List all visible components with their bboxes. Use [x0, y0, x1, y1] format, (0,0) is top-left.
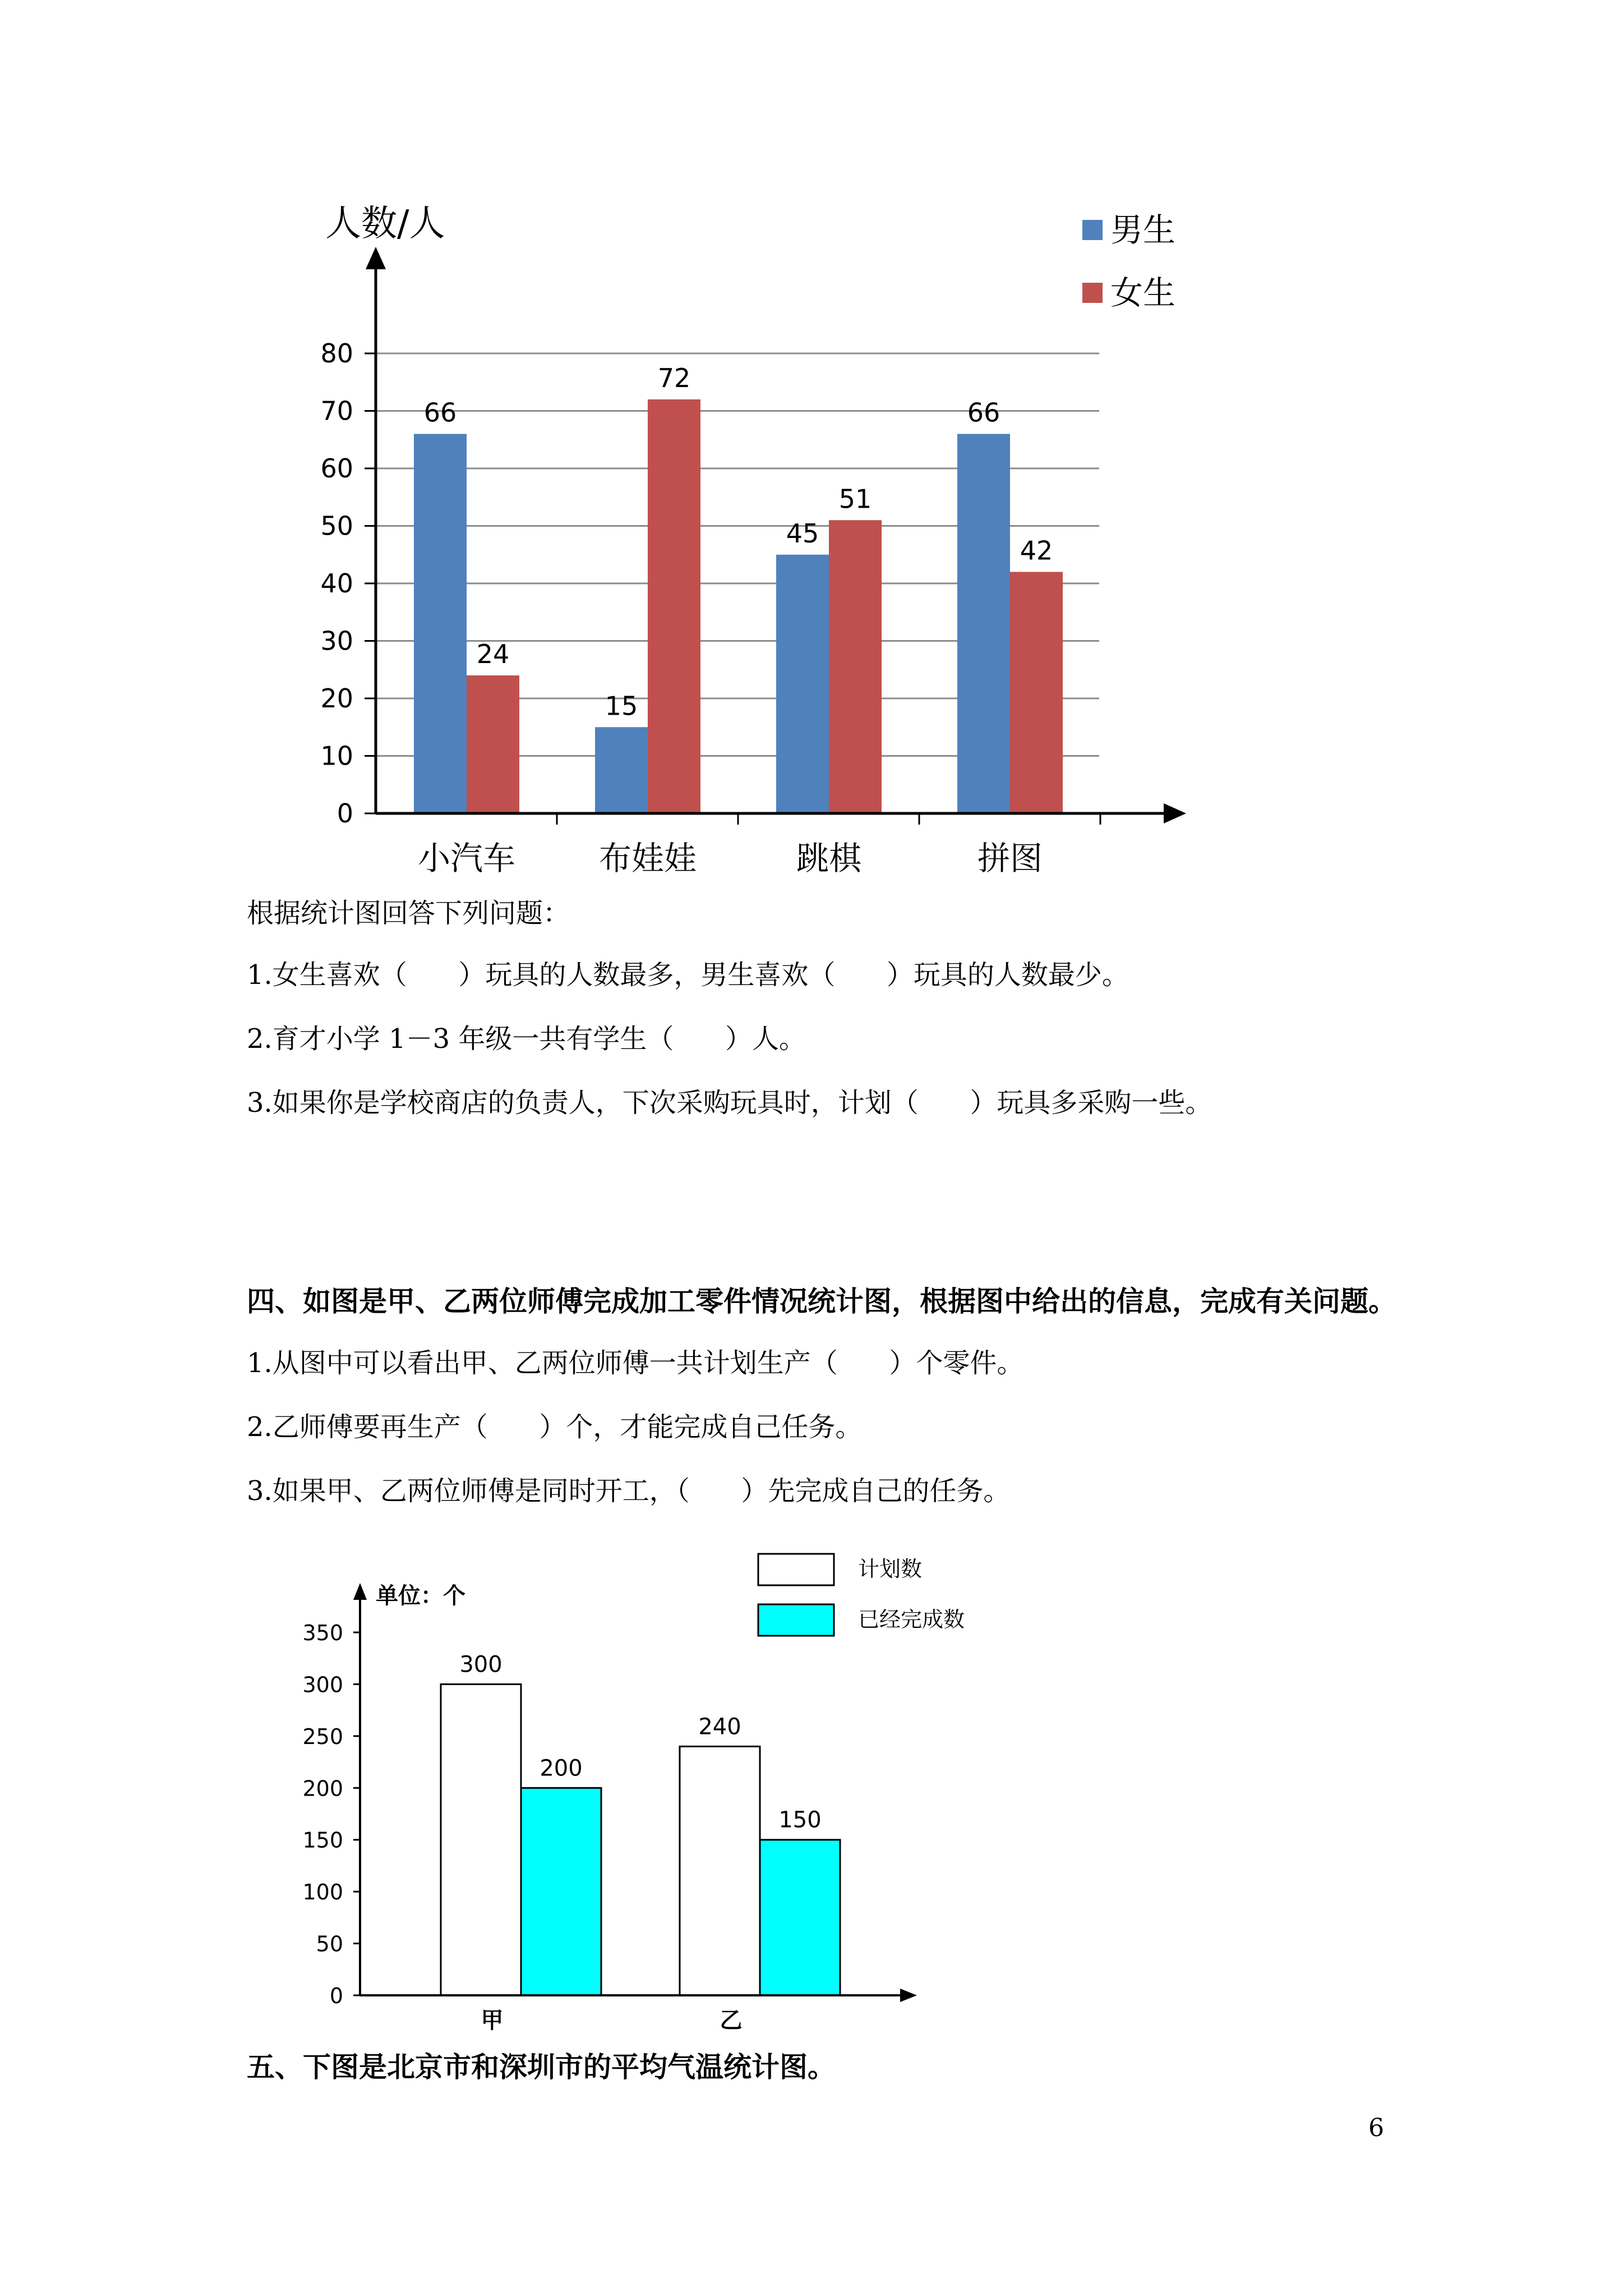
data-label: 45	[786, 518, 819, 549]
toy-preference-chart	[269, 191, 1245, 892]
data-label: 24	[476, 639, 510, 669]
data-label: 66	[967, 397, 1000, 428]
data-label: 66	[423, 397, 457, 428]
y-tick-label: 100	[302, 1880, 343, 1905]
y-tick-label: 40	[320, 568, 353, 599]
y-axis-arrow	[353, 1583, 367, 1600]
bar-planned	[441, 1684, 521, 1995]
y-tick-label: 350	[302, 1621, 343, 1645]
y-tick-label: 70	[320, 395, 353, 426]
data-label: 72	[657, 363, 691, 393]
y-tick-label: 150	[302, 1828, 343, 1853]
bar-girls	[1010, 572, 1063, 814]
y-tick-label: 250	[302, 1724, 343, 1749]
y-axis-arrow	[366, 247, 386, 269]
y-tick-label: 0	[336, 798, 353, 829]
bar-girls	[648, 399, 700, 813]
x-axis-arrow	[1164, 803, 1186, 823]
y-tick-label: 0	[329, 1984, 343, 2008]
y-tick-label: 200	[302, 1776, 343, 1801]
section-5-heading: 五、下图是北京市和深圳市的平均气温统计图。	[247, 2051, 836, 2083]
y-tick-label: 80	[320, 338, 353, 369]
category-label: 小汽车	[417, 839, 516, 877]
category-label: 甲	[481, 2008, 504, 2033]
category-label: 跳棋	[796, 839, 862, 877]
parts-production-chart	[280, 1537, 1009, 2042]
x-axis-arrow	[900, 1989, 917, 2002]
bar-boys	[957, 434, 1010, 814]
bar-boys	[776, 555, 829, 813]
y-tick-label: 60	[320, 453, 353, 484]
legend-label: 已经完成数	[858, 1607, 965, 1632]
category-label: 拼图	[977, 839, 1043, 877]
question-2: 2.育才小学 1－3 年级一共有学生（ ）人。	[247, 1023, 806, 1055]
question-3: 3.如果你是学校商店的负责人，下次采购玩具时，计划（ ）玩具多采购一些。	[247, 1087, 1212, 1119]
data-label: 51	[838, 484, 872, 514]
section-4-question-3: 3.如果甲、乙两位师傅是同时开工，（ ）先完成自己的任务。	[247, 1475, 1011, 1507]
data-label: 240	[698, 1714, 741, 1740]
section-4-question-1: 1.从图中可以看出甲、乙两位师傅一共计划生产（ ）个零件。	[247, 1347, 1024, 1379]
y-tick-label: 50	[316, 1931, 343, 1957]
legend-swatch	[758, 1604, 834, 1636]
legend-label: 男生	[1110, 211, 1176, 249]
data-label: 42	[1020, 535, 1053, 566]
legend-label: 女生	[1110, 274, 1176, 312]
bar-girls	[829, 520, 882, 813]
section-4-heading: 四、如图是甲、乙两位师傅完成加工零件情况统计图，根据图中给出的信息，完成有关问题。	[247, 1285, 1396, 1318]
y-axis-label: 人数/人	[325, 203, 445, 245]
data-label: 200	[540, 1755, 583, 1782]
category-label: 乙	[720, 2008, 743, 2033]
legend-swatch	[1082, 283, 1103, 303]
question-1: 1.女生喜欢（ ）玩具的人数最多，男生喜欢（ ）玩具的人数最少。	[247, 959, 1129, 991]
data-label: 150	[778, 1807, 822, 1833]
y-tick-label: 300	[302, 1672, 343, 1697]
y-tick-label: 30	[320, 625, 353, 656]
y-tick-label: 20	[320, 683, 353, 714]
category-label: 布娃娃	[598, 839, 697, 877]
y-tick-label: 50	[320, 510, 353, 541]
bar-boys	[414, 434, 467, 814]
bar-completed	[760, 1840, 840, 1995]
bar-boys	[595, 727, 648, 813]
legend-swatch	[1082, 220, 1103, 240]
y-tick-label: 10	[320, 740, 353, 771]
bar-completed	[521, 1788, 601, 1995]
question-intro: 根据统计图回答下列问题：	[247, 898, 570, 929]
y-axis-label: 单位：个	[376, 1583, 465, 1609]
data-label: 15	[605, 691, 638, 721]
page-number: 6	[1368, 2114, 1384, 2142]
bar-planned	[680, 1746, 760, 1995]
bar-girls	[467, 675, 519, 813]
legend-swatch	[758, 1554, 834, 1585]
section-4-question-2: 2.乙师傅要再生产（ ）个，才能完成自己任务。	[247, 1411, 863, 1443]
legend-label: 计划数	[858, 1557, 923, 1581]
data-label: 300	[459, 1651, 502, 1678]
